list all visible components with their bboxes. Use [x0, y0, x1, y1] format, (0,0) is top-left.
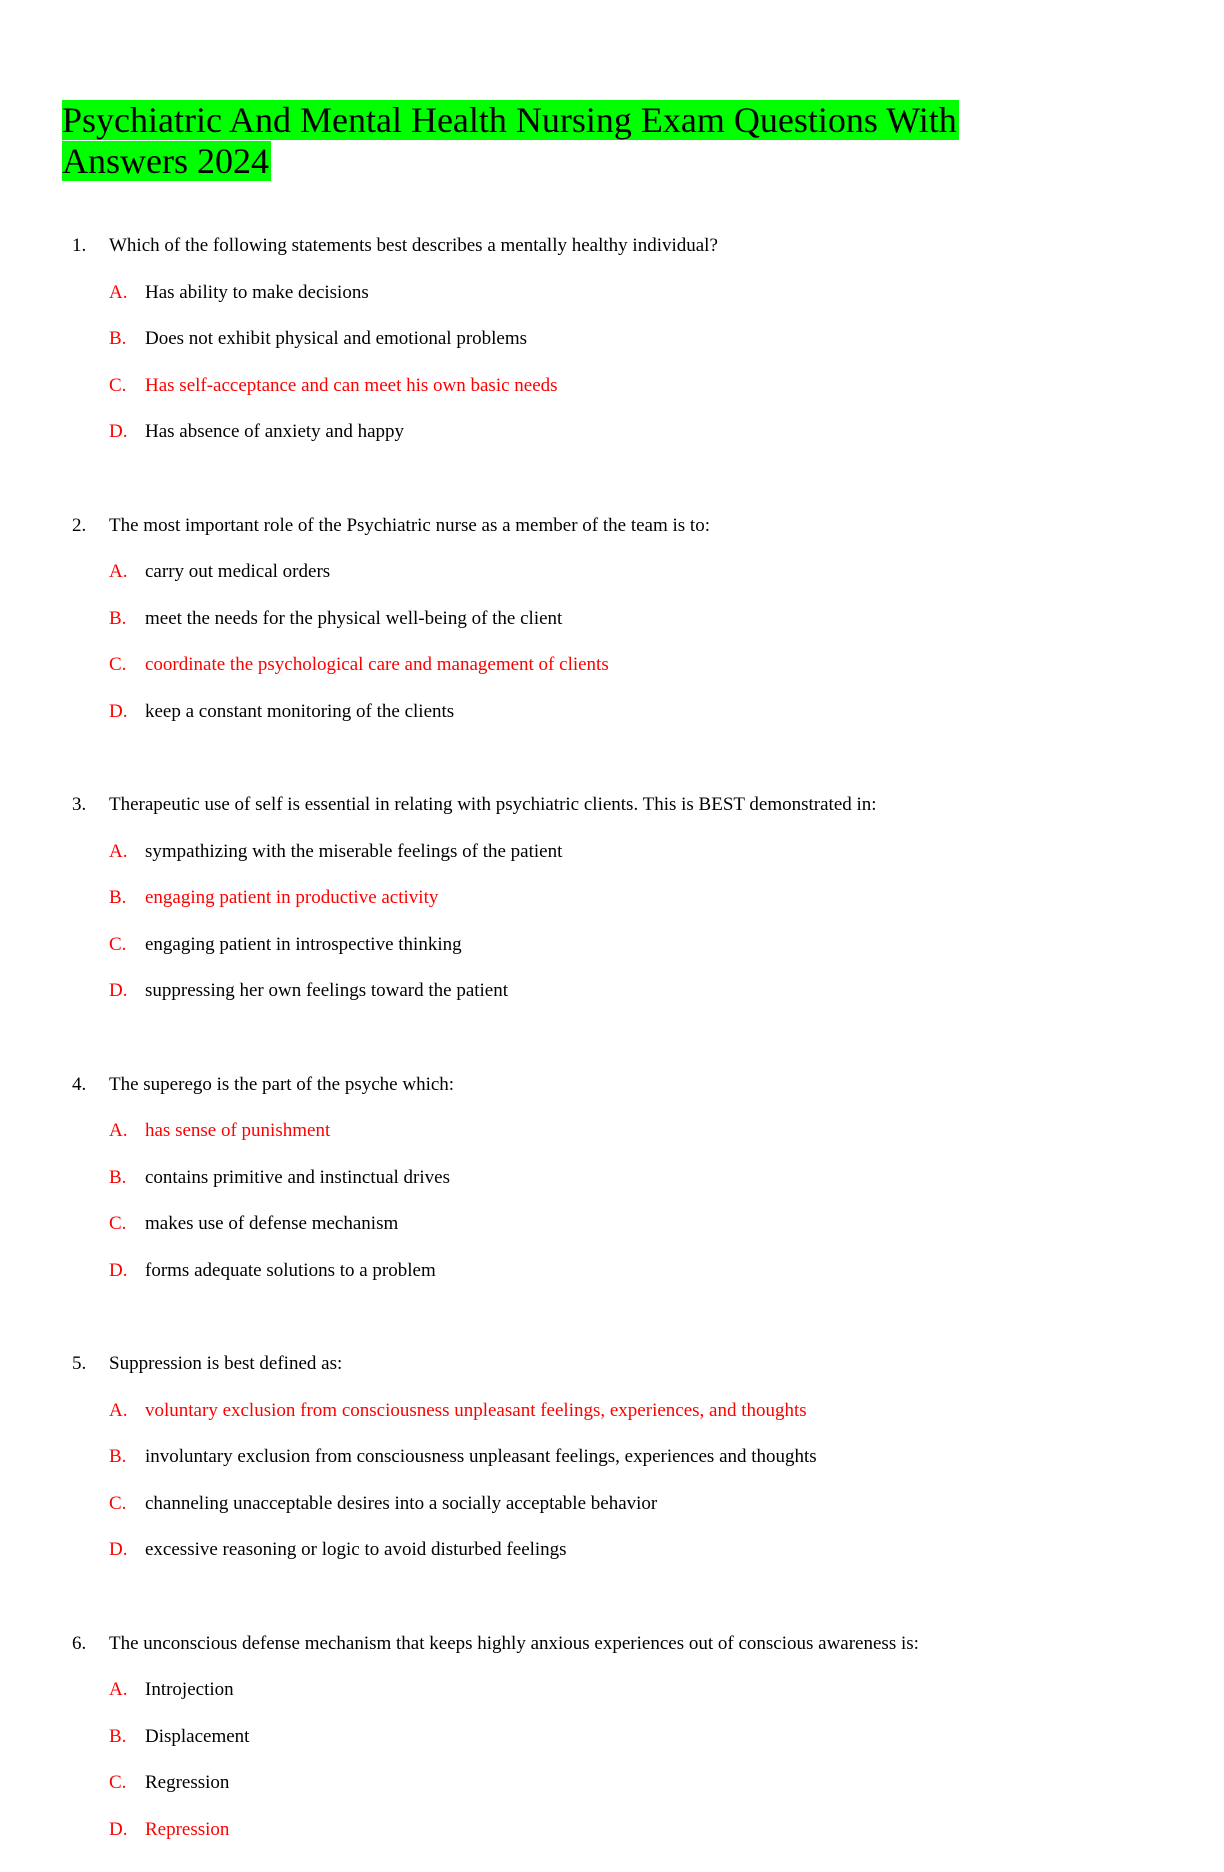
option-letter: A. — [109, 1399, 128, 1421]
answer-option — [0, 1445, 1224, 1469]
option-text: coordinate the psychological care and management of clients — [145, 654, 609, 675]
answer-option-correct — [0, 653, 1224, 677]
answer-option — [0, 979, 1224, 1003]
option-letter: B. — [109, 1446, 127, 1467]
answer-option-correct — [0, 1818, 1224, 1842]
option-letter: B. — [109, 607, 127, 629]
answer-option — [0, 1678, 1224, 1702]
option-text: contains primitive and instinctual drives — [145, 1166, 450, 1188]
option-letter: C. — [109, 654, 127, 675]
option-text: Displacement — [145, 1725, 250, 1747]
answer-option — [0, 560, 1224, 584]
answer-option — [0, 327, 1224, 351]
option-text: makes use of defense mechanism — [145, 1213, 399, 1234]
option-letter: D. — [109, 1818, 128, 1840]
question-number: 2. — [72, 514, 87, 536]
option-letter: B. — [109, 1166, 127, 1188]
option-letter: D. — [109, 980, 128, 1001]
option-letter: D. — [109, 1539, 128, 1560]
option-text: voluntary exclusion from consciousness unpleasant feelings, experiences, and thoughts — [145, 1399, 807, 1421]
option-text: keep a constant monitoring of the clients — [145, 700, 455, 722]
question-line — [0, 1352, 1224, 1376]
question-text: The unconscious defense mechanism that keeps highly anxious experiences out of conscious awareness is: — [109, 1632, 919, 1654]
question-line — [0, 514, 1224, 538]
question-text: Suppression is best defined as: — [109, 1353, 343, 1374]
option-text: Regression — [145, 1772, 230, 1793]
option-letter: A. — [109, 1120, 128, 1141]
option-text: Does not exhibit physical and emotional problems — [145, 328, 528, 349]
option-letter: B. — [109, 328, 127, 349]
answer-option-correct — [0, 374, 1224, 398]
question-number: 5. — [72, 1353, 87, 1374]
option-text: channeling unacceptable desires into a socially acceptable behavior — [145, 1492, 658, 1514]
option-text: carry out medical orders — [145, 561, 331, 582]
answer-option — [0, 700, 1224, 724]
question-number: 1. — [72, 235, 87, 256]
answer-option — [0, 1166, 1224, 1190]
option-text: Has absence of anxiety and happy — [145, 421, 405, 442]
question-number: 3. — [72, 794, 87, 815]
question-number: 4. — [72, 1073, 87, 1095]
option-letter: D. — [109, 700, 128, 722]
option-letter: B. — [109, 887, 127, 908]
option-letter: C. — [109, 1492, 127, 1514]
option-letter: C. — [109, 933, 127, 955]
answer-option-correct — [0, 1119, 1224, 1143]
option-letter: D. — [109, 421, 128, 442]
option-text: Has ability to make decisions — [145, 281, 369, 303]
answer-option — [0, 1771, 1224, 1795]
answer-option — [0, 1259, 1224, 1283]
title-highlight: Psychiatric And Mental Health Nursing Exam Questions With Answers 2024 — [62, 100, 957, 181]
question-line — [0, 1632, 1224, 1656]
option-text: engaging patient in introspective thinking — [145, 933, 462, 955]
option-text: forms adequate solutions to a problem — [145, 1259, 436, 1281]
question-line — [0, 1073, 1224, 1097]
option-letter: A. — [109, 840, 128, 862]
question-text: Therapeutic use of self is essential in relating with psychiatric clients. This is BEST demonstrated in: — [109, 794, 877, 815]
answer-option — [0, 281, 1224, 305]
option-text: suppressing her own feelings toward the patient — [145, 980, 509, 1001]
option-text: Has self-acceptance and can meet his own basic needs — [145, 374, 558, 396]
option-text: excessive reasoning or logic to avoid disturbed feelings — [145, 1539, 567, 1560]
option-letter: C. — [109, 1213, 127, 1234]
document-title — [62, 100, 992, 182]
option-letter: B. — [109, 1725, 127, 1747]
option-text: involuntary exclusion from consciousness unpleasant feelings, experiences and thoughts — [145, 1446, 817, 1467]
answer-option-correct — [0, 1399, 1224, 1423]
option-letter: C. — [109, 374, 127, 396]
option-text: meet the needs for the physical well-being of the client — [145, 607, 563, 629]
answer-option — [0, 607, 1224, 631]
question-line — [0, 234, 1224, 258]
answer-option — [0, 420, 1224, 444]
option-text: Introjection — [145, 1679, 234, 1700]
question-text: The superego is the part of the psyche which: — [109, 1073, 455, 1095]
answer-option-correct — [0, 886, 1224, 910]
answer-option — [0, 1212, 1224, 1236]
option-letter: A. — [109, 561, 128, 582]
answer-option — [0, 933, 1224, 957]
question-text: The most important role of the Psychiatric nurse as a member of the team is to: — [109, 514, 710, 536]
option-text: sympathizing with the miserable feelings of the patient — [145, 840, 563, 862]
answer-option — [0, 840, 1224, 864]
option-letter: C. — [109, 1772, 127, 1793]
option-text: Repression — [145, 1818, 230, 1840]
option-letter: A. — [109, 281, 128, 303]
option-text: has sense of punishment — [145, 1120, 331, 1141]
option-letter: A. — [109, 1679, 128, 1700]
option-text: engaging patient in productive activity — [145, 887, 439, 908]
question-line — [0, 793, 1224, 817]
answer-option — [0, 1538, 1224, 1562]
option-letter: D. — [109, 1259, 128, 1281]
answer-option — [0, 1492, 1224, 1516]
answer-option — [0, 1725, 1224, 1749]
question-number: 6. — [72, 1632, 87, 1654]
question-text: Which of the following statements best describes a mentally healthy individual? — [109, 235, 718, 256]
